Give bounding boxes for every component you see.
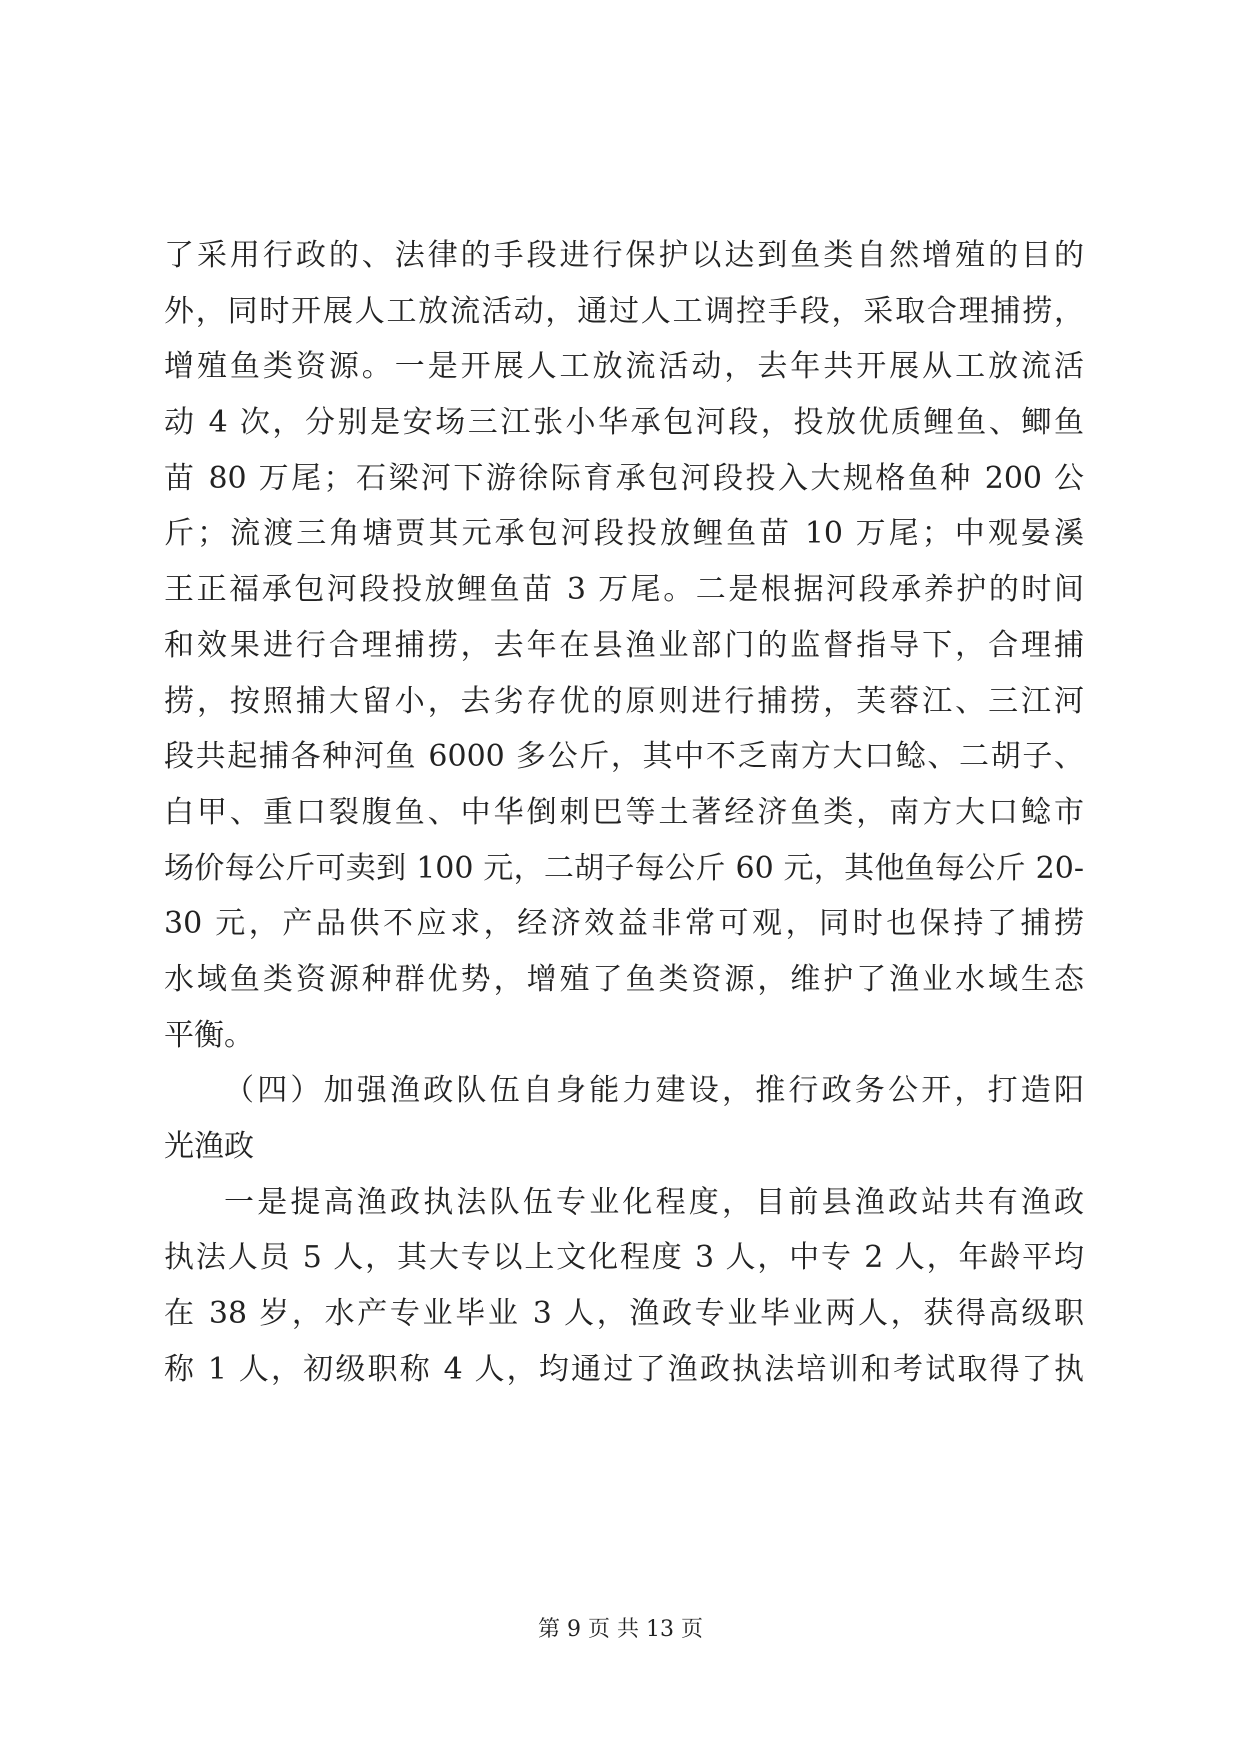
section-heading-continued: 光渔政 xyxy=(164,1129,254,1164)
text-line: 苗 80 万尾；石梁河下游徐际育承包河段投入大规格鱼种 200 公 xyxy=(164,460,1084,496)
text-line: 段共起捕各种河鱼 6000 多公斤，其中不乏南方大口鲶、二胡子、 xyxy=(164,739,1084,775)
text-line: 外，同时开展人工放流活动，通过人工调控手段，采取合理捕捞， xyxy=(164,293,1084,329)
text-line: 水域鱼类资源种群优势，增殖了鱼类资源，维护了渔业水域生态 xyxy=(164,961,1084,997)
section-heading: （四）加强渔政队伍自身能力建设，推行政务公开，打造阳 xyxy=(224,1073,1084,1109)
text-line: 和效果进行合理捕捞，去年在县渔业部门的监督指导下，合理捕 xyxy=(164,627,1084,663)
page-number: 第 9 页 共 13 页 xyxy=(538,1617,703,1642)
body-text xyxy=(164,228,1084,1397)
text-line: 在 38 岁，水产专业毕业 3 人，渔政专业毕业两人，获得高级职 xyxy=(164,1296,1084,1332)
text-line: 王正福承包河段投放鲤鱼苗 3 万尾。二是根据河段承养护的时间 xyxy=(164,572,1084,608)
text-line: 了采用行政的、法律的手段进行保护以达到鱼类自然增殖的目的 xyxy=(164,238,1084,273)
text-line: 平衡。 xyxy=(164,1017,254,1053)
text-line: 增殖鱼类资源。一是开展人工放流活动，去年共开展从工放流活 xyxy=(164,349,1084,385)
text-line: 场价每公斤可卖到 100 元，二胡子每公斤 60 元，其他鱼每公斤 20- xyxy=(164,850,1084,886)
text-line: 称 1 人，初级职称 4 人，均通过了渔政执法培训和考试取得了执 xyxy=(164,1351,1084,1387)
text-line: 一是提高渔政执法队伍专业化程度，目前县渔政站共有渔政 xyxy=(224,1184,1084,1220)
text-line: 斤；流渡三角塘贾其元承包河段投放鲤鱼苗 10 万尾；中观晏溪 xyxy=(164,516,1084,552)
text-line: 执法人员 5 人，其大专以上文化程度 3 人，中专 2 人，年龄平均 xyxy=(164,1240,1084,1276)
text-line: 捞，按照捕大留小，去劣存优的原则进行捕捞，芙蓉江、三江河 xyxy=(164,683,1084,719)
text-line: 动 4 次，分别是安场三江张小华承包河段，投放优质鲤鱼、鲫鱼 xyxy=(164,405,1084,441)
text-line: 30 元，产品供不应求，经济效益非常可观，同时也保持了捕捞 xyxy=(164,906,1084,942)
text-line: 白甲、重口裂腹鱼、中华倒刺巴等土著经济鱼类，南方大口鲶市 xyxy=(164,794,1084,830)
